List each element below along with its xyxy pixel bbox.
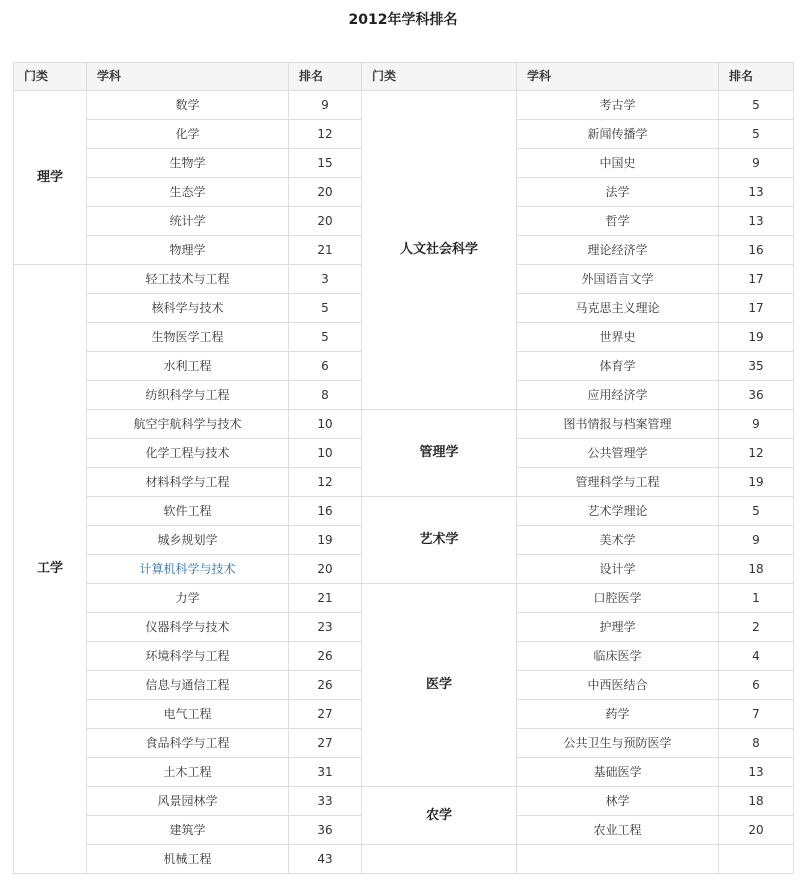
rank-cell: 33 (289, 787, 362, 816)
rank-cell: 35 (719, 352, 794, 381)
rank-cell: 10 (289, 410, 362, 439)
rank-cell: 20 (719, 816, 794, 845)
rank-cell: 6 (289, 352, 362, 381)
subject-text: 中西医结合 (587, 678, 648, 692)
subject-cell (87, 439, 289, 468)
subject-cell (517, 294, 719, 323)
empty-cell (517, 845, 719, 874)
rank-cell: 12 (289, 120, 362, 149)
table-row (14, 410, 794, 439)
subject-text: 生物学 (169, 156, 206, 170)
header-category-right: 门类 (362, 63, 517, 91)
rank-cell: 15 (289, 149, 362, 178)
category-cell: 管理学 (362, 410, 517, 497)
subject-cell (87, 816, 289, 845)
subject-text: 核科学与技术 (151, 301, 224, 315)
category-cell: 人文社会科学 (362, 91, 517, 410)
rank-cell: 20 (289, 555, 362, 584)
subject-cell (87, 381, 289, 410)
subject-cell (517, 381, 719, 410)
subject-text: 林学 (605, 794, 630, 808)
subject-text: 考古学 (599, 98, 636, 112)
rank-cell: 9 (719, 526, 794, 555)
subject-text: 公共管理学 (587, 446, 648, 460)
subject-text: 纺织科学与工程 (145, 388, 230, 402)
subject-text: 设计学 (599, 562, 636, 576)
subject-text: 环境科学与工程 (145, 649, 230, 663)
subject-text: 生物医学工程 (151, 330, 224, 344)
rank-cell: 13 (719, 178, 794, 207)
subject-cell (87, 497, 289, 526)
subject-text: 基础医学 (593, 765, 642, 779)
subject-cell (87, 120, 289, 149)
table-row (14, 584, 794, 613)
rank-cell: 27 (289, 729, 362, 758)
subject-cell (517, 468, 719, 497)
subject-cell (517, 120, 719, 149)
rank-cell: 16 (289, 497, 362, 526)
rank-cell: 8 (719, 729, 794, 758)
subject-cell (87, 91, 289, 120)
header-rank-right: 排名 (719, 63, 794, 91)
subject-cell (87, 178, 289, 207)
subject-text: 药学 (605, 707, 630, 721)
subject-text: 化学工程与技术 (145, 446, 230, 460)
subject-cell (517, 497, 719, 526)
rank-cell: 6 (719, 671, 794, 700)
subject-cell (87, 526, 289, 555)
rank-cell: 10 (289, 439, 362, 468)
subject-text: 马克思主义理论 (575, 301, 660, 315)
subject-cell (87, 265, 289, 294)
subject-cell (517, 149, 719, 178)
subject-text: 理论经济学 (587, 243, 648, 257)
table-row (14, 845, 794, 874)
subject-text: 物理学 (169, 243, 206, 257)
subject-cell (87, 671, 289, 700)
subject-cell (517, 671, 719, 700)
rank-cell: 26 (289, 642, 362, 671)
rank-cell: 9 (719, 410, 794, 439)
subject-cell (517, 526, 719, 555)
rank-cell: 5 (719, 497, 794, 526)
subject-cell (517, 410, 719, 439)
subject-text: 体育学 (599, 359, 636, 373)
subject-text: 仪器科学与技术 (145, 620, 230, 634)
rank-cell: 8 (289, 381, 362, 410)
subject-text: 图书情报与档案管理 (563, 417, 672, 431)
subject-cell (87, 584, 289, 613)
subject-cell (87, 787, 289, 816)
subject-cell (517, 323, 719, 352)
subject-text: 生态学 (169, 185, 206, 199)
rank-cell: 12 (719, 439, 794, 468)
subject-cell (517, 613, 719, 642)
subject-text: 哲学 (605, 214, 630, 228)
subject-text: 风景园林学 (157, 794, 218, 808)
subject-cell (87, 410, 289, 439)
rank-cell: 21 (289, 236, 362, 265)
subject-text: 航空宇航科学与技术 (133, 417, 242, 431)
category-cell: 工学 (14, 265, 87, 874)
category-cell: 艺术学 (362, 497, 517, 584)
subject-text: 农业工程 (593, 823, 642, 837)
subject-cell (87, 758, 289, 787)
rank-cell: 19 (289, 526, 362, 555)
rank-cell: 20 (289, 207, 362, 236)
subject-text: 化学 (175, 127, 200, 141)
subject-text: 信息与通信工程 (145, 678, 230, 692)
subject-cell (87, 700, 289, 729)
rank-cell: 36 (719, 381, 794, 410)
subject-cell (87, 352, 289, 381)
subject-text: 机械工程 (163, 852, 212, 866)
subject-text: 数学 (175, 98, 200, 112)
subject-cell (517, 207, 719, 236)
rank-cell: 5 (719, 91, 794, 120)
subject-cell (517, 700, 719, 729)
rank-cell: 13 (719, 207, 794, 236)
subject-text: 城乡规划学 (157, 533, 218, 547)
subject-text: 美术学 (599, 533, 636, 547)
subject-cell (87, 845, 289, 874)
subject-cell (517, 787, 719, 816)
rank-cell: 18 (719, 555, 794, 584)
subject-cell (87, 642, 289, 671)
rank-cell: 16 (719, 236, 794, 265)
rank-cell: 43 (289, 845, 362, 874)
header-subject-left: 学科 (87, 63, 289, 91)
rank-cell: 5 (289, 294, 362, 323)
rank-cell: 1 (719, 584, 794, 613)
page-title: 2012年学科排名 (348, 12, 458, 28)
subject-text: 轻工技术与工程 (145, 272, 230, 286)
rank-cell: 17 (719, 294, 794, 323)
table-row (14, 787, 794, 816)
subject-text: 土木工程 (163, 765, 212, 779)
subject-text: 中国史 (599, 156, 636, 170)
rank-cell: 2 (719, 613, 794, 642)
rank-cell: 19 (719, 468, 794, 497)
subject-text: 软件工程 (163, 504, 212, 518)
subject-cell (517, 758, 719, 787)
subject-cell (517, 352, 719, 381)
subject-cell (517, 729, 719, 758)
rank-cell: 9 (719, 149, 794, 178)
subject-text: 口腔医学 (593, 591, 642, 605)
rank-cell: 7 (719, 700, 794, 729)
rank-cell: 27 (289, 700, 362, 729)
category-cell: 农学 (362, 787, 517, 845)
category-cell: 理学 (14, 91, 87, 265)
subject-cell (87, 613, 289, 642)
subject-text: 电气工程 (163, 707, 212, 721)
subject-cell (87, 294, 289, 323)
rank-cell: 5 (289, 323, 362, 352)
rank-cell: 3 (289, 265, 362, 294)
subject-text: 艺术学理论 (587, 504, 648, 518)
subject-cell (517, 178, 719, 207)
subject-cell (517, 816, 719, 845)
empty-cell (719, 845, 794, 874)
rank-cell: 21 (289, 584, 362, 613)
header-subject-right: 学科 (517, 63, 719, 91)
subject-text: 力学 (175, 591, 200, 605)
subject-cell (87, 323, 289, 352)
subject-cell (517, 642, 719, 671)
subject-text: 世界史 (599, 330, 636, 344)
header-category-left: 门类 (14, 63, 87, 91)
rank-cell: 18 (719, 787, 794, 816)
subject-text: 管理科学与工程 (575, 475, 660, 489)
rank-cell: 5 (719, 120, 794, 149)
subject-text: 临床医学 (593, 649, 642, 663)
subject-cell (87, 468, 289, 497)
header-row (14, 63, 794, 91)
subject-cell (517, 555, 719, 584)
rank-cell: 36 (289, 816, 362, 845)
subject-text: 材料科学与工程 (145, 475, 230, 489)
rank-cell: 9 (289, 91, 362, 120)
table-row (14, 91, 794, 120)
subject-cell (87, 729, 289, 758)
subject-cell (87, 236, 289, 265)
rank-cell: 19 (719, 323, 794, 352)
subject-text: 食品科学与工程 (145, 736, 230, 750)
subject-cell (87, 149, 289, 178)
subject-cell (517, 236, 719, 265)
subject-text: 建筑学 (169, 823, 206, 837)
subject-link (87, 555, 289, 584)
subject-text: 外国语言文学 (581, 272, 654, 286)
subject-cell (517, 265, 719, 294)
subject-cell (87, 207, 289, 236)
rank-cell: 31 (289, 758, 362, 787)
subject-text: 新闻传播学 (587, 127, 648, 141)
subject-text: 公共卫生与预防医学 (563, 736, 672, 750)
empty-cell (362, 845, 517, 874)
rank-cell: 26 (289, 671, 362, 700)
subject-text: 统计学 (169, 214, 206, 228)
subject-cell (517, 439, 719, 468)
rank-cell: 13 (719, 758, 794, 787)
subject-cell (517, 584, 719, 613)
rank-cell: 12 (289, 468, 362, 497)
rank-cell: 23 (289, 613, 362, 642)
ranking-table (13, 62, 794, 874)
rank-cell: 4 (719, 642, 794, 671)
rank-cell: 17 (719, 265, 794, 294)
category-cell: 医学 (362, 584, 517, 787)
header-rank-left: 排名 (289, 63, 362, 91)
rank-cell: 20 (289, 178, 362, 207)
subject-cell (517, 91, 719, 120)
subject-text: 水利工程 (163, 359, 212, 373)
subject-text: 护理学 (599, 620, 636, 634)
subject-text: 应用经济学 (587, 388, 648, 402)
table-row (14, 497, 794, 526)
subject-text: 法学 (605, 185, 630, 199)
subject-link-text[interactable]: 计算机科学与技术 (139, 562, 236, 576)
